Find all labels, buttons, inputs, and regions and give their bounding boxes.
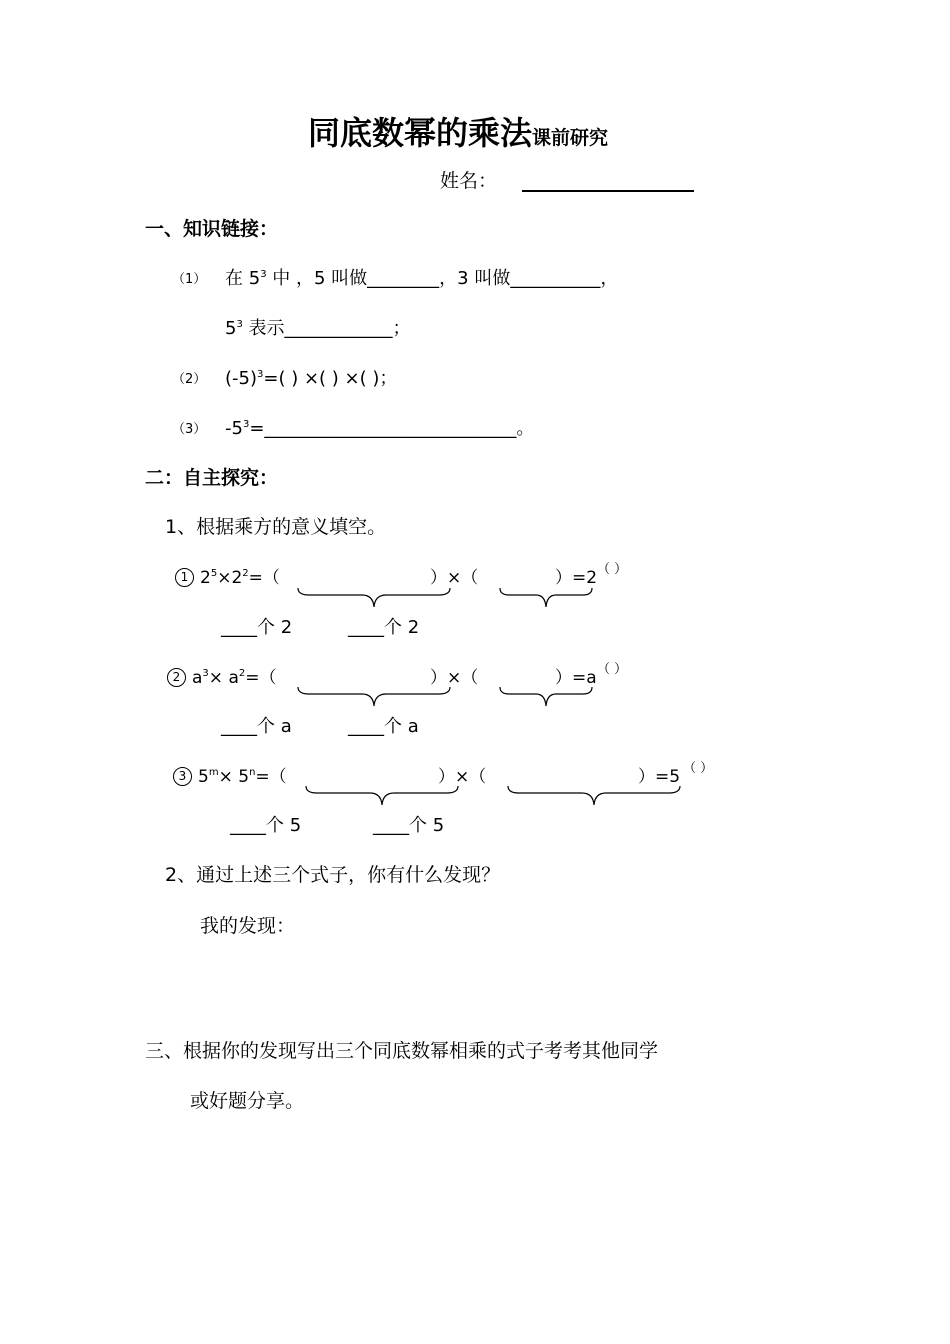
item2-base1: a	[192, 668, 203, 688]
q3-expression	[225, 414, 534, 440]
item1-tail: （ ）	[597, 562, 628, 577]
section2-heading: 二：自主探究：	[145, 467, 279, 489]
circled-number-1: 1	[175, 568, 194, 587]
q2-number: （2）	[172, 372, 207, 387]
item2-op: ×	[208, 668, 229, 688]
q1-line2	[225, 314, 411, 340]
item1-eq: =（	[248, 568, 280, 588]
section1-heading: 一、知识链接：	[145, 218, 279, 240]
item1-op: ×	[217, 568, 232, 588]
q1-line2-exp: 3	[236, 319, 243, 330]
item3-op: ×	[218, 767, 239, 787]
q2-b: =( ) ×( ) ×( )；	[263, 368, 398, 389]
item3-tail: （ ）	[683, 761, 714, 776]
item1-exp2: 2	[242, 568, 249, 579]
item3-brace2	[507, 785, 682, 809]
item1-brace1	[297, 587, 451, 611]
item3-left	[173, 762, 287, 787]
item2-mid2: ）=a	[555, 668, 597, 688]
item3-exp1: m	[208, 767, 219, 778]
item3-eq: =（	[255, 767, 287, 787]
item1-left	[175, 563, 280, 588]
item3-count1: ____个 5	[230, 815, 302, 836]
name-label: 姓名：	[440, 170, 498, 192]
q3-exp: 3	[242, 419, 250, 430]
section3-line1: 三、根据你的发现写出三个同底数幂相乘的式子考考其他同学	[145, 1040, 659, 1062]
q1-line1	[225, 264, 618, 290]
item2-left	[167, 663, 277, 688]
item2-mid1: ）×（	[430, 668, 479, 688]
item3-mid2: ）=5	[638, 767, 681, 787]
q2-expression	[225, 364, 397, 390]
item3-base2: 5	[238, 767, 250, 787]
item3-exp2: n	[249, 767, 256, 778]
item2-count1: ____个 a	[221, 716, 292, 737]
item1-brace2	[499, 587, 593, 611]
item3-mid1: ）×（	[438, 767, 487, 787]
item1-exp1: 5	[210, 568, 218, 579]
item1-mid2: ）=2	[555, 568, 598, 588]
name-blank-line	[522, 190, 694, 192]
item1-count1: ____个 2	[221, 617, 293, 638]
item2-count2: ____个 a	[348, 716, 419, 737]
page-title	[308, 108, 608, 154]
item2-eq: =（	[245, 668, 277, 688]
q3-b: =____________________________。	[249, 418, 535, 439]
circled-number-2: 2	[167, 668, 186, 687]
q2-exp: 3	[257, 369, 264, 380]
task1-text: 1、根据乘方的意义填空。	[165, 516, 387, 538]
item2-brace2	[499, 686, 593, 710]
task2-text: 2、通过上述三个式子，你有什么发现？	[165, 864, 501, 886]
item3-base1: 5	[198, 767, 209, 787]
item2-base2: a	[228, 668, 239, 688]
item2-exp2: 2	[238, 668, 246, 679]
item1-base1: 2	[200, 568, 211, 588]
q1-line2-a: 5	[225, 318, 237, 339]
item1-mid1: ）×（	[430, 568, 479, 588]
q2-a: (-5)	[225, 368, 257, 389]
item3-count2: ____个 5	[373, 815, 445, 836]
item2-tail: （ ）	[597, 662, 628, 677]
q1-line2-b: 表示____________；	[242, 318, 411, 339]
section3-line2: 或好题分享。	[190, 1090, 305, 1112]
q1-line1-a: 在 5	[225, 268, 261, 289]
circled-number-3: 3	[173, 767, 192, 786]
item2-exp1: 3	[202, 668, 209, 679]
q1-number: （1）	[172, 272, 207, 287]
item2-brace1	[297, 686, 451, 710]
item1-count2: ____个 2	[348, 617, 420, 638]
item3-brace1	[305, 785, 459, 809]
q3-a: -5	[225, 418, 243, 439]
q1-line1-b: 中 ，5 叫做________，3 叫做__________，	[266, 268, 619, 289]
discovery-label: 我的发现：	[200, 915, 296, 937]
q1-line1-exp: 3	[260, 269, 267, 280]
title-suffix: 课前研究	[532, 127, 609, 149]
title-main: 同底数幂的乘法	[308, 114, 533, 152]
item1-base2: 2	[231, 568, 243, 588]
q3-number: （3）	[172, 422, 207, 437]
